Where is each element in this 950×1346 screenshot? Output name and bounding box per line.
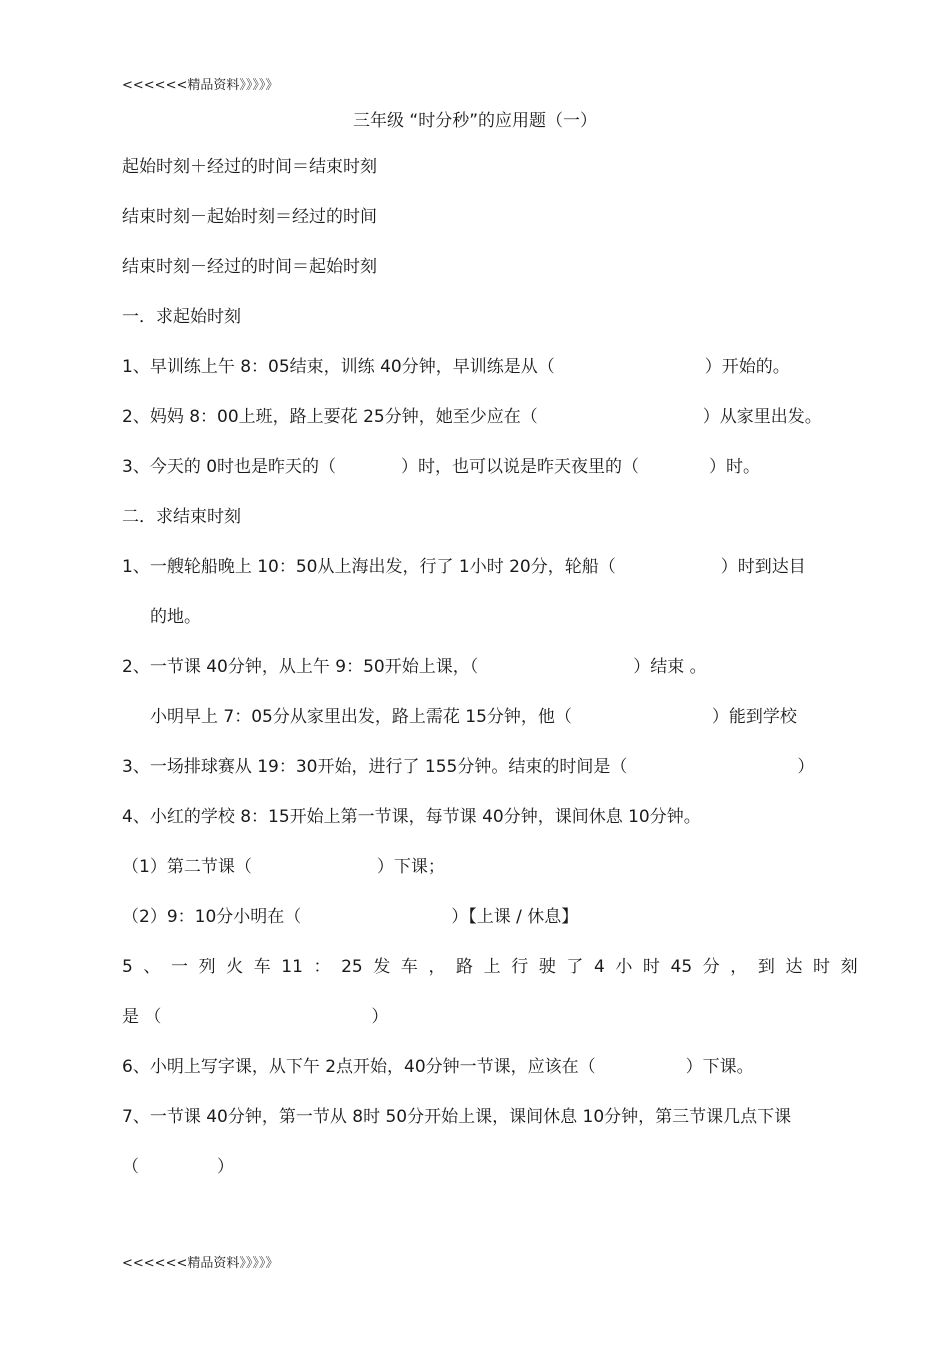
question-text: 3、今天的 0时也是昨天的（ xyxy=(122,457,337,477)
q5-token: ： xyxy=(313,957,331,977)
question-2-2 xyxy=(122,656,707,678)
question-text: ）下课。 xyxy=(685,1057,754,1077)
question-2-4: 4、小红的学校 8：15开始上第一节课，每节课 40分钟，课间休息 10分钟。 xyxy=(122,807,701,827)
question-1-3 xyxy=(122,456,760,478)
q5-token: 火 xyxy=(226,957,244,977)
q5-token: 刻 xyxy=(840,957,858,977)
question-2-5-cont xyxy=(122,1006,388,1028)
q5-token: 时 xyxy=(642,957,660,977)
question-text: ）下课； xyxy=(376,857,445,877)
header-watermark: <<<<<<精品资料》》》》》 xyxy=(122,78,279,93)
question-text: 1、一艘轮船晚上 10：50从上海出发，行了 1小时 20分，轮船（ xyxy=(122,557,616,577)
q5-token: ， xyxy=(428,957,446,977)
question-text: ） xyxy=(797,757,815,777)
q5-token: 上 xyxy=(483,957,501,977)
q5-token: 5 xyxy=(122,957,133,977)
question-1-2 xyxy=(122,406,822,428)
q5-token: 行 xyxy=(511,957,529,977)
question-text: ） xyxy=(217,1157,234,1177)
question-text: ）开始的。 xyxy=(704,357,790,377)
question-text: （2）9：10分小明在（ xyxy=(122,907,302,927)
section-2-heading: 二．求结束时刻 xyxy=(122,507,241,527)
q5-token: 25 xyxy=(341,957,363,977)
question-text: ）时。 xyxy=(709,457,761,477)
q5-token: 车 xyxy=(400,957,418,977)
question-text: ）从家里出发。 xyxy=(702,407,822,427)
question-text: ）时，也可以说是昨天夜里的（ xyxy=(401,457,640,477)
question-text: 2、妈妈 8：00上班，路上要花 25分钟，她至少应在（ xyxy=(122,407,538,427)
question-text: ）【上课 / 休息】 xyxy=(451,907,579,927)
question-2-1 xyxy=(122,556,806,578)
q5-token: 11 xyxy=(281,957,303,977)
q5-token: 车 xyxy=(253,957,271,977)
question-text: 2、一节课 40分钟，从上午 9：50开始上课，（ xyxy=(122,657,479,677)
formula-3: 结束时刻－经过的时间＝起始时刻 xyxy=(122,257,377,277)
q5-token: 发 xyxy=(373,957,391,977)
q5-token: 一 xyxy=(170,957,188,977)
q5-token: ， xyxy=(730,957,748,977)
question-2-7-cont xyxy=(122,1156,234,1178)
question-text: 1、早训练上午 8：05结束，训练 40分钟，早训练是从（ xyxy=(122,357,555,377)
q5-token: 分 xyxy=(702,957,720,977)
question-2-4-1 xyxy=(122,856,445,878)
question-text: 3、一场排球赛从 19：30开始，进行了 155分钟。结束的时间是（ xyxy=(122,757,628,777)
q5-token: 45 xyxy=(670,957,693,977)
question-text: ）能到学校 xyxy=(711,707,797,727)
q5-token: 到 xyxy=(757,957,775,977)
q5-token: 4 xyxy=(593,957,605,977)
question-text: ）结束 。 xyxy=(633,657,707,677)
question-1-1 xyxy=(122,356,790,378)
question-text: ） xyxy=(371,1007,389,1027)
q5-token: 列 xyxy=(198,957,216,977)
question-2-5 xyxy=(122,956,858,978)
q5-token: 时 xyxy=(813,957,831,977)
formula-2: 结束时刻－起始时刻＝经过的时间 xyxy=(122,207,377,227)
question-text: （1）第二节课（ xyxy=(122,857,252,877)
question-text: （ xyxy=(122,1157,139,1177)
page-title: 三年级 “时分秒”的应用题（一） xyxy=(352,111,598,131)
q5-token: 达 xyxy=(785,957,803,977)
question-text: 是 （ xyxy=(122,1007,162,1027)
q5-token: 小 xyxy=(615,957,633,977)
question-2-3 xyxy=(122,756,814,778)
question-2-1-cont: 的地。 xyxy=(150,607,201,627)
question-2-4-2 xyxy=(122,906,578,928)
question-2-2b xyxy=(150,706,797,728)
question-text: ）时到达目 xyxy=(720,557,806,577)
q5-token: 驶 xyxy=(538,957,556,977)
question-2-6 xyxy=(122,1056,754,1078)
formula-1: 起始时刻＋经过的时间＝结束时刻 xyxy=(122,157,377,177)
section-1-heading: 一．求起始时刻 xyxy=(122,307,241,327)
q5-token: 路 xyxy=(456,957,474,977)
q5-token: 了 xyxy=(566,957,584,977)
q5-token: 、 xyxy=(143,957,161,977)
question-text: 小明早上 7：05分从家里出发，路上需花 15分钟，他（ xyxy=(150,707,572,727)
question-text: 6、小明上写字课，从下午 2点开始，40分钟一节课，应该在（ xyxy=(122,1057,596,1077)
question-2-7: 7、一节课 40分钟，第一节从 8时 50分开始上课，课间休息 10分钟，第三节课几点下课 xyxy=(122,1107,792,1127)
footer-watermark: <<<<<<精品资料》》》》》 xyxy=(122,1256,279,1271)
